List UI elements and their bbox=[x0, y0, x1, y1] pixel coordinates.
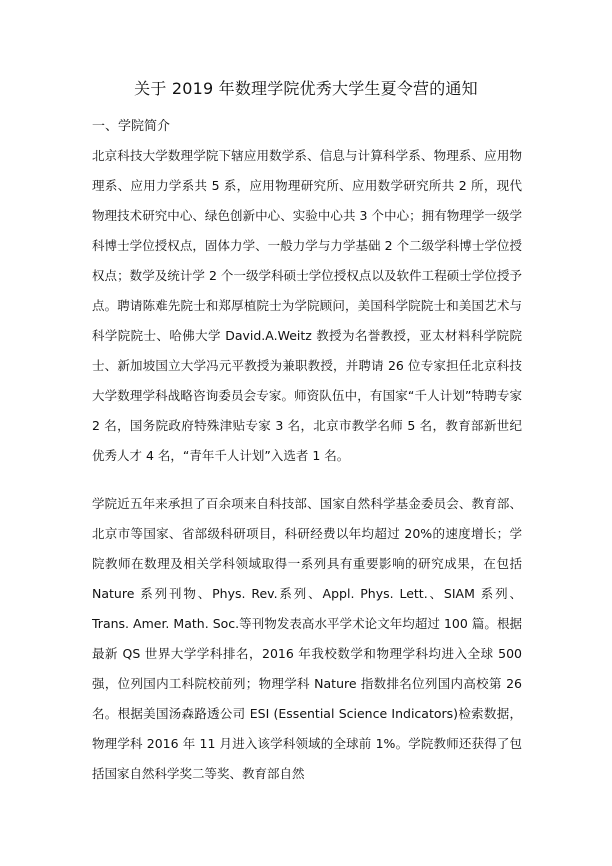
paragraph-research: 学院近五年来承担了百余项来自科技部、国家自然科学基金委员会、教育部、北京市等国家、省部级科研项目，科研经费以年均超过 20%的速度增长；学院教师在数理及相关学科领域取得一系列具有重要影响的研究成果，在包括 Nature 系列刊物、Phys. Rev.系列、Appl. Phys. Lett.、SIAM 系列、Trans. Amer. Math. Soc.等刊物发表高水平学术论文年均超过 100 篇。根据最新 QS 世界大学学科排名，2016 年我校数学和物理学科均进入全球 500 强，位列国内工科院校前列；物理学科 Nature 指数排名位列国内高校第 26 名。根据美国汤森路透公司 ESI (Essential Science Indicators)检索数据，物理学科 2016 年 11 月进入该学科领域的全球前 1%。学院教师还获得了包括国家自然科学奖二等奖、教育部自然 bbox=[92, 496, 522, 781]
section-heading: 一、学院简介 bbox=[92, 119, 171, 134]
paragraph-intro: 北京科技大学数理学院下辖应用数学系、信息与计算科学系、物理系、应用物理系、应用力学系共 5 系，应用物理研究所、应用数学研究所共 2 所，现代物理技术研究中心、绿色创新中心、实验中心共 3 个中心；拥有物理学一级学科博士学位授权点，固体力学、一般力学与力学基础 2 个二级学科博士学位授权点；数学及统计学 2 个一级学科硕士学位授权点以及软件工程硕士学位授予点。聘请陈难先院士和郑厚植院士为学院顾问，美国科学院院士和美国艺术与科学院院士、哈佛大学 David.A.Weitz 教授为名誉教授，亚太材料科学院院士、新加坡国立大学冯元平教授为兼职教授，并聘请 26 位专家担任北京科技大学数理学科战略咨询委员会专家。师资队伍中，有国家“千人计划”特聘专家 2 名，国务院政府特殊津贴专家 3 名，北京市教学名师 5 名，教育部新世纪优秀人才 4 名，“青年千人计划”入选者 1 名。 bbox=[92, 148, 522, 463]
document-title: 关于 2019 年数理学院优秀大学生夏令营的通知 bbox=[134, 79, 478, 98]
